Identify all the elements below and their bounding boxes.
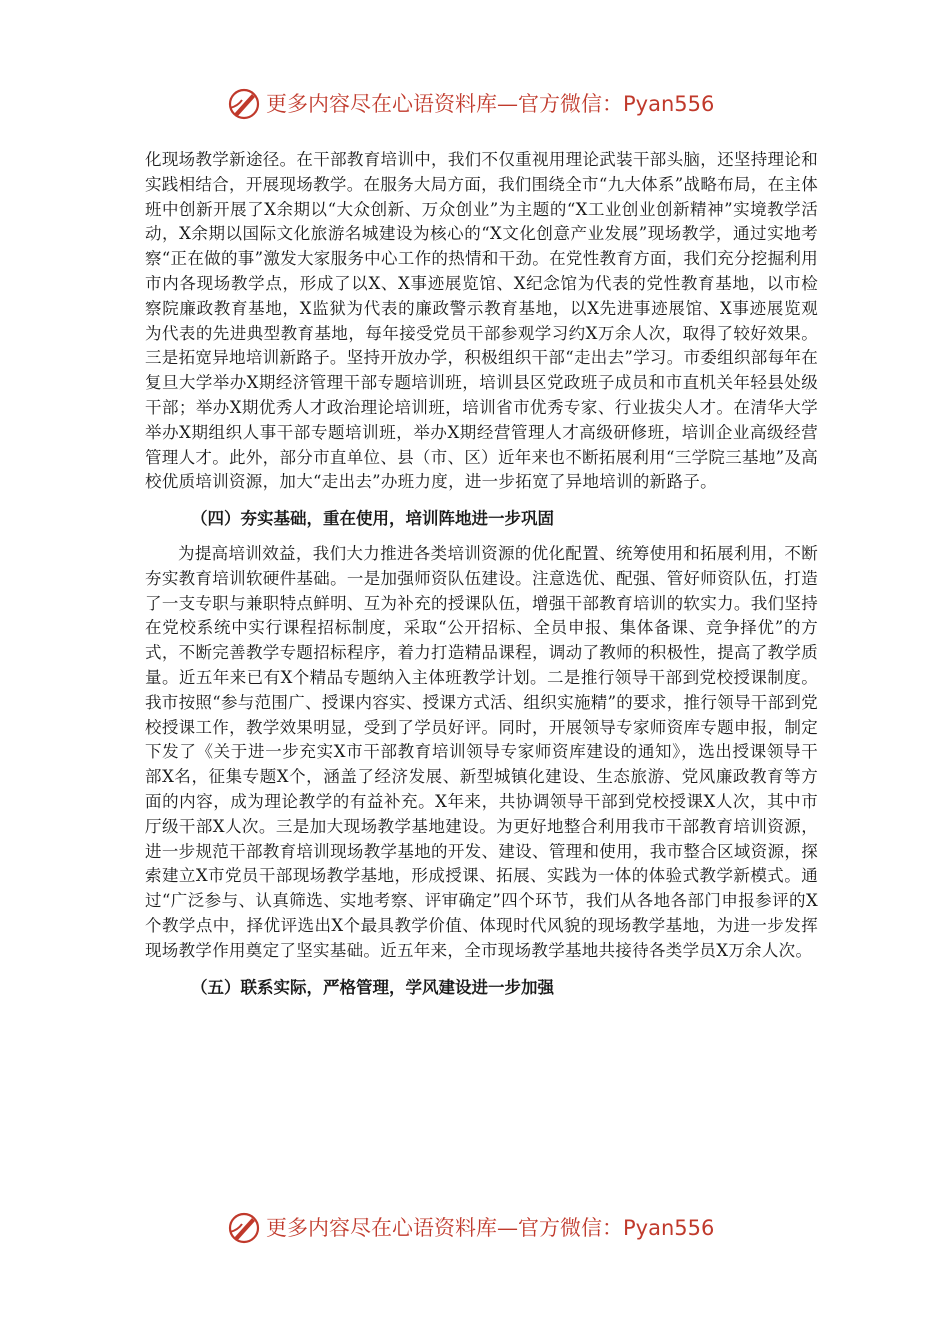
paragraph-2: 为提高培训效益，我们大力推进各类培训资源的优化配置、统筹使用和拓展利用，不断夯实教育培训软硬件基础。一是加强师资队伍建设。注意选优、配强、管好师资队伍，打造了一支专职与兼职特点鲜明、互为补充的授课队伍，增强干部教育培训的软实力。我们坚持在党校系统中实行课程招标制度，采取“公开招标、全员申报、集体备课、竞争择优”的方式，不断完善教学专题招标程序，着力打造精品课程，调动了教师的积极性，提高了教学质量。近五年来已有X个精品专题纳入主体班教学计划。二是推行领导干部到党校授课制度。我市按照“参与范围广、授课内容实、授课方式活、组织实施精”的要求，推行领导干部到党校授课工作，教学效果明显，受到了学员好评。同时，开展领导专家师资库专题申报，制定下发了《关于进一步充实X市干部教育培训领导专家师资库建设的通知》，选出授课领导干部X名，征集专题X个，涵盖了经济发展、新型城镇化建设、生态旅游、党风廉政教育等方面的内容，成为理论教学的有益补充。X年来，共协调领导干部到党校授课X人次，其中市厅级干部X人次。三是加大现场教学基地建设。为更好地整合利用我市干部教育培训资源，进一步规范干部教育培训现场教学基地的开发、建设、管理和使用，我市整合区域资源，探索建立X市党员干部现场教学基地，形成授课、拓展、实践为一体的体验式教学新模式。通过“广泛参与、认真筛选、实地考察、评审确定”四个环节，我们从各地各部门申报参评的X个教学点中，择优评选出X个最具教学价值、体现时代风貌的现场教学基地，为进一步发挥现场教学作用奠定了坚实基础。近五年来，全市现场教学基地共接待各类学员X万余人次。 [145,543,818,960]
section-heading-5: （五）联系实际，严格管理，学风建设进一步加强 [191,977,554,997]
banner-label: 更多内容尽在心语资料库—官方微信： [266,92,623,116]
header-banner [0,84,950,124]
banner-wechat-id: Pyan556 [623,1216,715,1240]
banner-text [266,1214,714,1242]
pen-logo-icon [226,86,262,122]
section-heading-4: （四）夯实基础，重在使用，培训阵地进一步巩固 [191,509,554,529]
banner-wechat-id: Pyan556 [623,92,715,116]
document-body [145,148,818,1000]
banner-text [266,90,714,118]
banner-label: 更多内容尽在心语资料库—官方微信： [266,1216,623,1240]
footer-banner [0,1208,950,1248]
pen-logo-icon [226,1210,262,1246]
paragraph-1: 化现场教学新途径。在干部教育培训中，我们不仅重视用理论武装干部头脑，还坚持理论和实践相结合，开展现场教学。在服务大局方面，我们围绕全市“九大体系”战略布局，在主体班中创新开展了X余期以“大众创新、万众创业”为主题的“X工业创业创新精神”实境教学活动，X余期以国际文化旅游名城建设为核心的“X文化创意产业发展”现场教学，通过实地考察“正在做的事”激发大家服务中心工作的热情和干劲。在党性教育方面，我们充分挖掘利用市内各现场教学点，形成了以X、X事迹展览馆、X纪念馆为代表的党性教育基地，以市检察院廉政教育基地，X监狱为代表的廉政警示教育基地，以X先进事迹展馆、X事迹展览观为代表的先进典型教育基地，每年接受党员干部参观学习约X万余人次，取得了较好效果。三是拓宽异地培训新路子。坚持开放办学，积极组织干部“走出去”学习。市委组织部每年在复旦大学举办X期经济管理干部专题培训班，培训县区党政班子成员和市直机关年轻县处级干部；举办X期优秀人才政治理论培训班，培训省市优秀专家、行业拔尖人才。在清华大学举办X期组织人事干部专题培训班，举办X期经营管理人才高级研修班，培训企业高级经营管理人才。此外，部分市直单位、县（市、区）近年来也不断拓展利用“三学院三基地”及高校优质培训资源，加大“走出去”办班力度，进一步拓宽了异地培训的新路子。 [145,150,818,492]
